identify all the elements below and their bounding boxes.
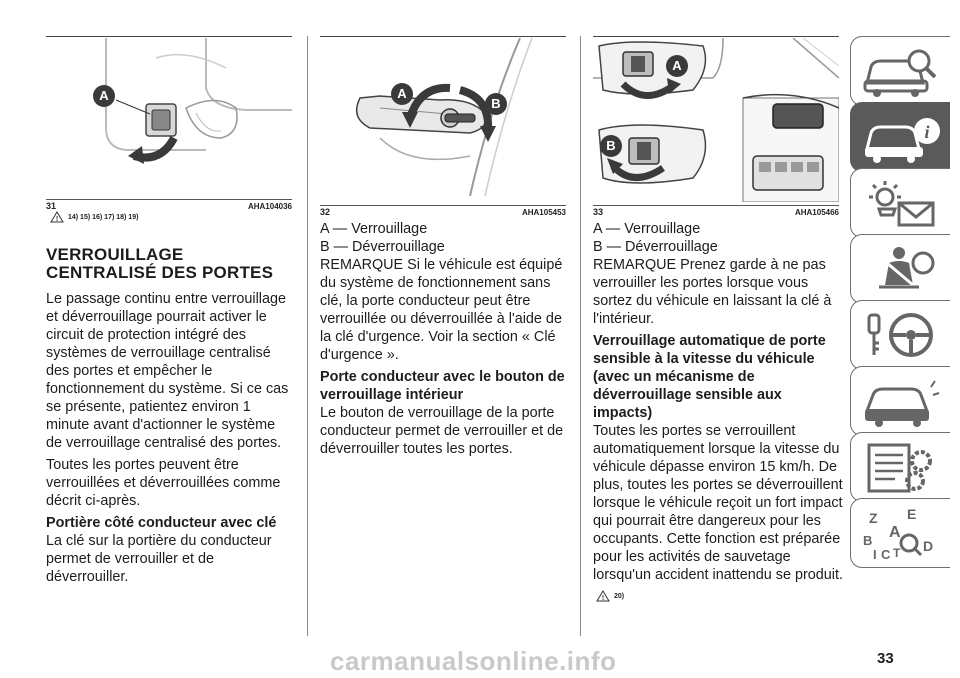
- legend-b: B — Déverrouillage: [593, 239, 718, 255]
- page-number: 33: [877, 650, 894, 667]
- legend-a: A — Verrouillage: [320, 221, 428, 237]
- column-2: [320, 220, 570, 462]
- subheading: Porte conducteur avec le bouton de verrouillage intérieur: [320, 369, 565, 403]
- tab-car-search[interactable]: [850, 36, 950, 106]
- svg-text:D: D: [923, 538, 934, 554]
- callout-b: B: [606, 138, 616, 153]
- paragraph: Le passage continu entre verrouillage et déverrouillage pourrait activer le circuit de protection intégré des systèmes de verrouillage centralisé des portes et empêcher le fonctionnement du système. Si ce cas se présente, patientez environ 1 minute avant d'actionner le système de verrouillage centralisé des portes.: [46, 291, 289, 451]
- figure-32-caption: [320, 205, 566, 220]
- svg-text:B: B: [863, 533, 873, 548]
- alphabetical-index-icon: [859, 505, 943, 563]
- subheading: Portière côté conducteur avec clé: [46, 515, 277, 531]
- tab-car-emergency[interactable]: [850, 366, 950, 436]
- figure-32-door-key: [320, 38, 566, 196]
- remark: REMARQUE Prenez garde à ne pas verrouiller les portes lorsque vous sortez du véhicule en laissant la clé à l'intérieur.: [593, 257, 832, 327]
- svg-text:A: A: [889, 524, 901, 541]
- car-emergency-icon: [859, 373, 943, 431]
- seatbelt-airbag-icon: [859, 241, 943, 299]
- warning-ref-list: 20): [614, 592, 625, 600]
- maintenance-list-icon: [859, 439, 943, 497]
- figure-33-interior-lock-button: [593, 38, 839, 202]
- figure-number: 33: [593, 207, 604, 217]
- callout-a: A: [397, 86, 407, 101]
- svg-text:E: E: [907, 506, 917, 522]
- figure-code: AHA104036: [247, 202, 292, 211]
- tab-car-info[interactable]: [850, 102, 950, 172]
- callout-a: A: [672, 58, 682, 73]
- paragraph: La clé sur la portière du conducteur permet de verrouiller et de déverrouiller.: [46, 533, 272, 585]
- subheading: Verrouillage automatique de porte sensible à la vitesse du véhicule (avec un mécanisme de déverrouillage sensible aux impacts): [593, 333, 826, 421]
- callout-a: A: [99, 88, 109, 103]
- car-search-icon: [859, 43, 943, 101]
- car-info-icon: [859, 109, 943, 167]
- paragraph: Le bouton de verrouillage de la porte conducteur permet de verrouiller et de déverrouiller toutes les portes.: [320, 405, 564, 457]
- section-heading: VERROUILLAGE CENTRALISÉ DES PORTES: [46, 245, 274, 282]
- column-1: [46, 246, 294, 590]
- paragraph: Toutes les portes peuvent être verrouillées et déverrouillées comme décrit ci-après.: [46, 457, 281, 509]
- figure-number: 31: [46, 201, 57, 211]
- column-3: [593, 220, 843, 584]
- tab-maintenance[interactable]: [850, 432, 950, 502]
- tab-key-steering[interactable]: [850, 300, 950, 370]
- top-rule-col2: [320, 36, 566, 37]
- svg-text:Z: Z: [869, 510, 878, 526]
- column-divider: [580, 36, 581, 636]
- key-steering-wheel-icon: [859, 307, 943, 365]
- svg-text:i: i: [924, 122, 930, 142]
- legend-b: B — Déverrouillage: [320, 239, 445, 255]
- svg-text:T: T: [893, 546, 901, 560]
- svg-text:!: !: [601, 595, 605, 602]
- figure-code: AHA105466: [794, 208, 839, 217]
- svg-text:!: !: [55, 216, 59, 223]
- callout-b: B: [491, 96, 501, 111]
- top-rule-col3: [593, 36, 839, 37]
- tab-alphabetical-index[interactable]: [850, 498, 950, 568]
- warning-triangle-icon: [50, 211, 64, 223]
- figure-code: AHA105453: [521, 208, 566, 217]
- paragraph: Toutes les portes se verrouillent automatiquement lorsque la vitesse du véhicule dépasse environ 15 km/h. De plus, toutes les portes se déverrouillent lorsque le véhicule reçoit un fort impact qui pourrait être dangereux pour les occupants. Cette fonction est préparée pour les activités de sauvetage lorsqu'un accident inattendu se produit.: [593, 423, 843, 583]
- svg-text:C: C: [881, 547, 891, 562]
- figure-31-door-lock-lever: [46, 38, 292, 196]
- top-rule-col1: [46, 36, 292, 37]
- column-divider: [307, 36, 308, 636]
- remark: REMARQUE Si le véhicule est équipé du système de fonctionnement sans clé, la porte conducteur peut être verrouillée ou déverrouillée à l'aide de la clé d'urgence. Voir la section « Clé d'urgence ».: [320, 257, 563, 363]
- tab-seatbelt-airbag[interactable]: [850, 234, 950, 304]
- tab-warning-lights[interactable]: [850, 168, 950, 238]
- figure-33-caption: [593, 205, 839, 220]
- warning-lights-icon: [859, 175, 943, 233]
- svg-text:I: I: [873, 547, 877, 562]
- warning-ref-list: 14) 15) 16) 17) 18) 19): [68, 213, 139, 221]
- warning-references: [596, 590, 624, 602]
- figure-number: 32: [320, 207, 331, 217]
- legend-a: A — Verrouillage: [593, 221, 701, 237]
- warning-references: [50, 211, 138, 223]
- watermark: carmanualsonline.info: [330, 646, 617, 676]
- warning-triangle-icon: [596, 590, 610, 602]
